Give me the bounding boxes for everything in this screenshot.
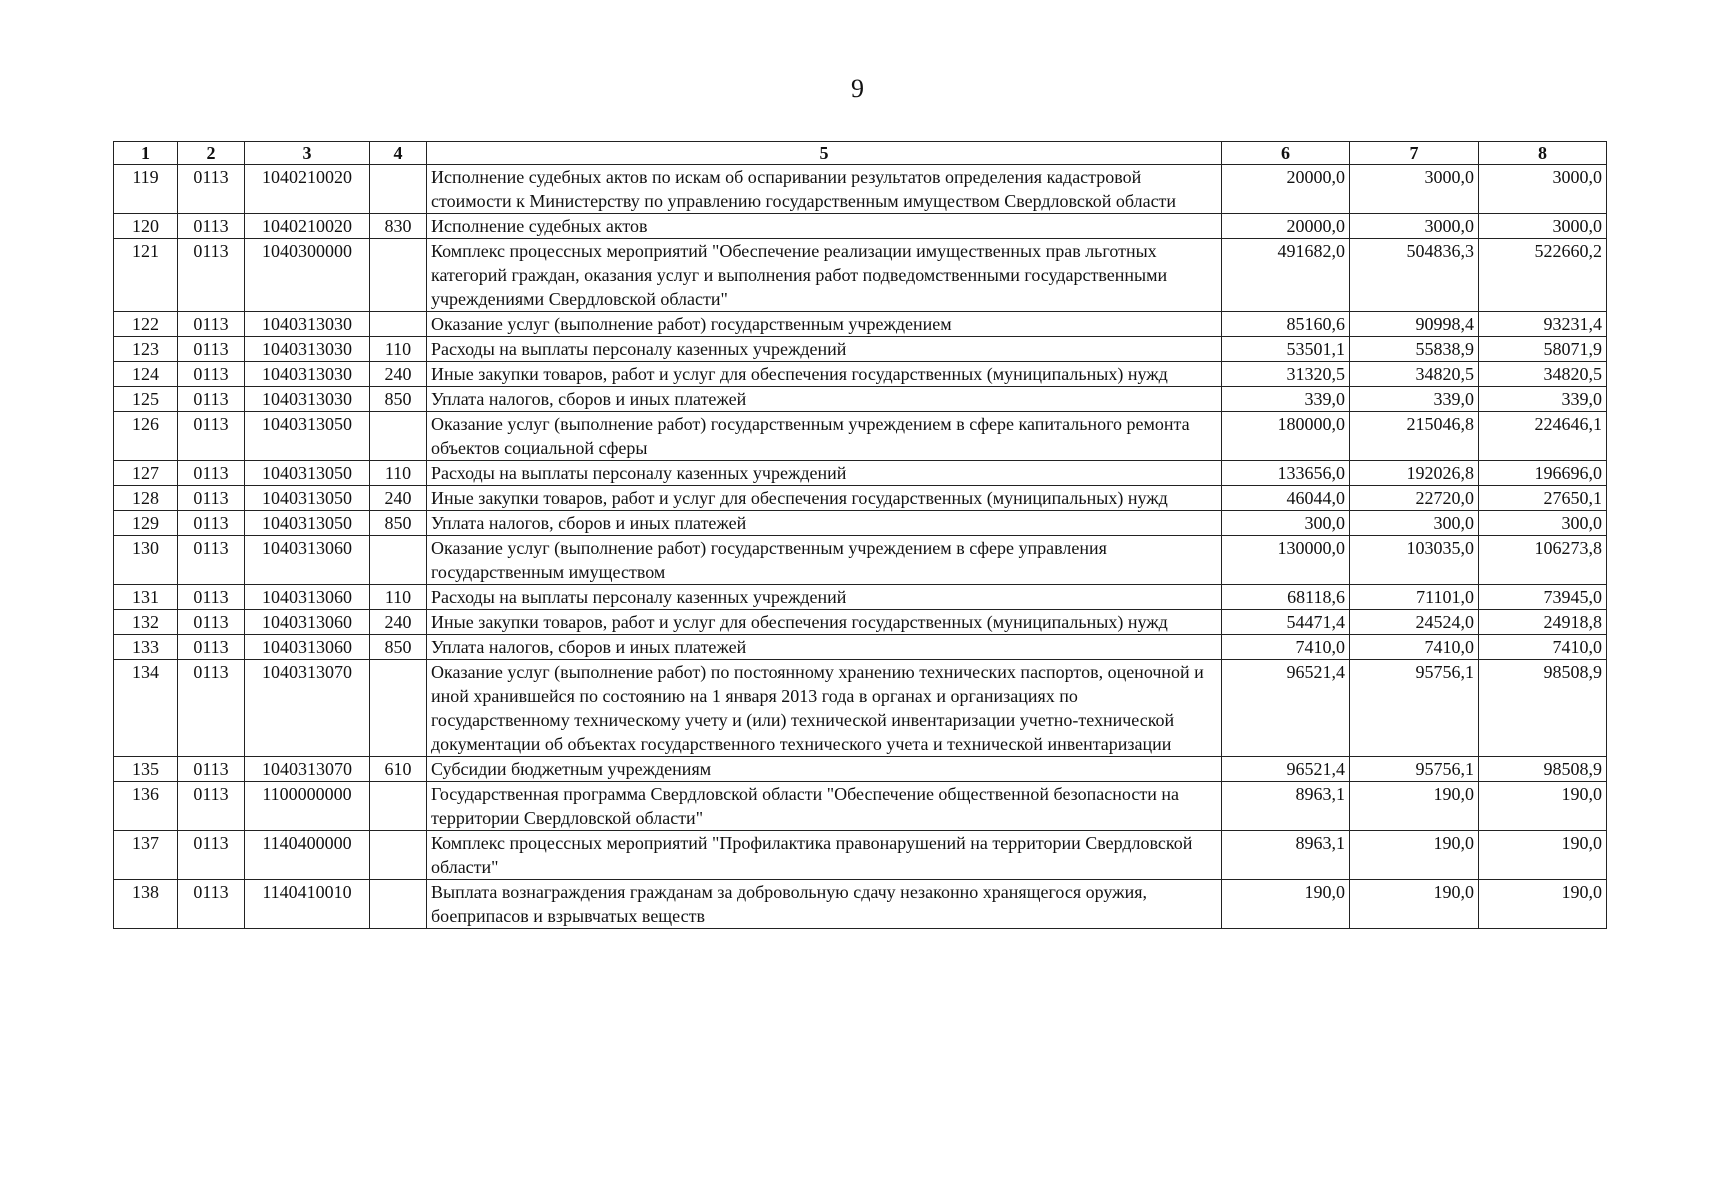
row-number-cell: 128 <box>114 486 178 511</box>
expense-type-cell: 240 <box>370 362 427 387</box>
expense-type-cell <box>370 165 427 214</box>
row-number-cell: 126 <box>114 412 178 461</box>
expense-type-cell: 240 <box>370 486 427 511</box>
amount-col6-cell: 20000,0 <box>1222 165 1350 214</box>
section-code-cell: 0113 <box>178 831 245 880</box>
amount-col6-cell: 20000,0 <box>1222 214 1350 239</box>
target-article-cell: 1040313070 <box>245 660 370 757</box>
row-number-cell: 121 <box>114 239 178 312</box>
amount-col8-cell: 190,0 <box>1479 782 1607 831</box>
target-article-cell: 1040313030 <box>245 337 370 362</box>
table-row <box>114 635 1607 660</box>
amount-col7-cell: 95756,1 <box>1350 660 1479 757</box>
description-cell: Государственная программа Свердловской области "Обеспечение общественной безопасности на территории Свердловской области" <box>427 782 1222 831</box>
amount-col7-cell: 24524,0 <box>1350 610 1479 635</box>
description-cell: Иные закупки товаров, работ и услуг для обеспечения государственных (муниципальных) нужд <box>427 362 1222 387</box>
description-cell: Расходы на выплаты персоналу казенных учреждений <box>427 585 1222 610</box>
table-row <box>114 757 1607 782</box>
table-row <box>114 239 1607 312</box>
table-body <box>114 165 1607 929</box>
target-article-cell: 1100000000 <box>245 782 370 831</box>
table-row <box>114 536 1607 585</box>
section-code-cell: 0113 <box>178 536 245 585</box>
table-row <box>114 486 1607 511</box>
amount-col8-cell: 58071,9 <box>1479 337 1607 362</box>
table-row <box>114 214 1607 239</box>
amount-col6-cell: 54471,4 <box>1222 610 1350 635</box>
expense-type-cell: 110 <box>370 585 427 610</box>
amount-col8-cell: 34820,5 <box>1479 362 1607 387</box>
column-header: 5 <box>427 142 1222 165</box>
description-cell: Иные закупки товаров, работ и услуг для обеспечения государственных (муниципальных) нужд <box>427 486 1222 511</box>
row-number-cell: 138 <box>114 880 178 929</box>
amount-col8-cell: 224646,1 <box>1479 412 1607 461</box>
row-number-cell: 136 <box>114 782 178 831</box>
expense-type-cell: 240 <box>370 610 427 635</box>
section-code-cell: 0113 <box>178 412 245 461</box>
amount-col6-cell: 300,0 <box>1222 511 1350 536</box>
section-code-cell: 0113 <box>178 387 245 412</box>
section-code-cell: 0113 <box>178 585 245 610</box>
expense-type-cell <box>370 782 427 831</box>
row-number-cell: 123 <box>114 337 178 362</box>
target-article-cell: 1040300000 <box>245 239 370 312</box>
row-number-cell: 135 <box>114 757 178 782</box>
row-number-cell: 124 <box>114 362 178 387</box>
amount-col6-cell: 96521,4 <box>1222 757 1350 782</box>
table-row <box>114 660 1607 757</box>
target-article-cell: 1040313030 <box>245 312 370 337</box>
row-number-cell: 132 <box>114 610 178 635</box>
amount-col7-cell: 103035,0 <box>1350 536 1479 585</box>
expense-type-cell <box>370 831 427 880</box>
table-row <box>114 165 1607 214</box>
description-cell: Расходы на выплаты персоналу казенных учреждений <box>427 461 1222 486</box>
table-header-row <box>114 142 1607 165</box>
section-code-cell: 0113 <box>178 880 245 929</box>
description-cell: Оказание услуг (выполнение работ) государственным учреждением в сфере управления государственным имуществом <box>427 536 1222 585</box>
column-header: 4 <box>370 142 427 165</box>
table-row <box>114 831 1607 880</box>
amount-col8-cell: 93231,4 <box>1479 312 1607 337</box>
description-cell: Оказание услуг (выполнение работ) по постоянному хранению технических паспортов, оценочной и иной хранившейся по состоянию на 1 января 2013 года в органах и организациях по государственному техническому учету и (или) технической инвентаризации учетно-технической документации об объектах государственного технического учета и технической инвентаризации <box>427 660 1222 757</box>
amount-col6-cell: 130000,0 <box>1222 536 1350 585</box>
section-code-cell: 0113 <box>178 461 245 486</box>
row-number-cell: 137 <box>114 831 178 880</box>
amount-col7-cell: 7410,0 <box>1350 635 1479 660</box>
target-article-cell: 1040313050 <box>245 412 370 461</box>
amount-col7-cell: 300,0 <box>1350 511 1479 536</box>
amount-col7-cell: 3000,0 <box>1350 165 1479 214</box>
expense-type-cell <box>370 880 427 929</box>
amount-col8-cell: 3000,0 <box>1479 165 1607 214</box>
amount-col6-cell: 190,0 <box>1222 880 1350 929</box>
amount-col6-cell: 96521,4 <box>1222 660 1350 757</box>
amount-col8-cell: 190,0 <box>1479 831 1607 880</box>
amount-col8-cell: 106273,8 <box>1479 536 1607 585</box>
amount-col6-cell: 31320,5 <box>1222 362 1350 387</box>
expense-type-cell: 850 <box>370 635 427 660</box>
target-article-cell: 1040313030 <box>245 387 370 412</box>
table-row <box>114 412 1607 461</box>
target-article-cell: 1040313060 <box>245 536 370 585</box>
amount-col6-cell: 339,0 <box>1222 387 1350 412</box>
section-code-cell: 0113 <box>178 635 245 660</box>
section-code-cell: 0113 <box>178 312 245 337</box>
description-cell: Исполнение судебных актов по искам об оспаривании результатов определения кадастровой стоимости к Министерству по управлению государственным имуществом Свердловской области <box>427 165 1222 214</box>
expense-type-cell: 110 <box>370 461 427 486</box>
amount-col8-cell: 190,0 <box>1479 880 1607 929</box>
amount-col7-cell: 22720,0 <box>1350 486 1479 511</box>
row-number-cell: 120 <box>114 214 178 239</box>
amount-col7-cell: 215046,8 <box>1350 412 1479 461</box>
description-cell: Выплата вознаграждения гражданам за добровольную сдачу незаконно хранящегося оружия, боеприпасов и взрывчатых веществ <box>427 880 1222 929</box>
amount-col8-cell: 522660,2 <box>1479 239 1607 312</box>
row-number-cell: 131 <box>114 585 178 610</box>
description-cell: Комплекс процессных мероприятий "Обеспечение реализации имущественных прав льготных категорий граждан, оказания услуг и выполнения работ подведомственными государственными учреждениями Свердловской области" <box>427 239 1222 312</box>
amount-col6-cell: 180000,0 <box>1222 412 1350 461</box>
section-code-cell: 0113 <box>178 165 245 214</box>
amount-col8-cell: 27650,1 <box>1479 486 1607 511</box>
target-article-cell: 1040210020 <box>245 214 370 239</box>
expense-type-cell <box>370 660 427 757</box>
amount-col6-cell: 7410,0 <box>1222 635 1350 660</box>
row-number-cell: 133 <box>114 635 178 660</box>
amount-col8-cell: 98508,9 <box>1479 757 1607 782</box>
section-code-cell: 0113 <box>178 782 245 831</box>
expense-type-cell <box>370 412 427 461</box>
description-cell: Исполнение судебных актов <box>427 214 1222 239</box>
table-row <box>114 782 1607 831</box>
budget-table <box>113 141 1607 929</box>
section-code-cell: 0113 <box>178 337 245 362</box>
target-article-cell: 1040313030 <box>245 362 370 387</box>
target-article-cell: 1140410010 <box>245 880 370 929</box>
amount-col6-cell: 53501,1 <box>1222 337 1350 362</box>
table-row <box>114 387 1607 412</box>
amount-col8-cell: 73945,0 <box>1479 585 1607 610</box>
amount-col7-cell: 3000,0 <box>1350 214 1479 239</box>
amount-col7-cell: 339,0 <box>1350 387 1479 412</box>
row-number-cell: 127 <box>114 461 178 486</box>
target-article-cell: 1040210020 <box>245 165 370 214</box>
amount-col6-cell: 491682,0 <box>1222 239 1350 312</box>
amount-col6-cell: 8963,1 <box>1222 782 1350 831</box>
amount-col8-cell: 98508,9 <box>1479 660 1607 757</box>
section-code-cell: 0113 <box>178 362 245 387</box>
table-row <box>114 880 1607 929</box>
row-number-cell: 129 <box>114 511 178 536</box>
amount-col6-cell: 133656,0 <box>1222 461 1350 486</box>
description-cell: Уплата налогов, сборов и иных платежей <box>427 511 1222 536</box>
expense-type-cell <box>370 536 427 585</box>
expense-type-cell: 830 <box>370 214 427 239</box>
section-code-cell: 0113 <box>178 660 245 757</box>
target-article-cell: 1040313070 <box>245 757 370 782</box>
amount-col7-cell: 192026,8 <box>1350 461 1479 486</box>
table-row <box>114 585 1607 610</box>
description-cell: Комплекс процессных мероприятий "Профилактика правонарушений на территории Свердловской области" <box>427 831 1222 880</box>
target-article-cell: 1040313060 <box>245 585 370 610</box>
description-cell: Субсидии бюджетным учреждениям <box>427 757 1222 782</box>
row-number-cell: 130 <box>114 536 178 585</box>
page-number: 9 <box>851 74 864 103</box>
row-number-cell: 134 <box>114 660 178 757</box>
description-cell: Расходы на выплаты персоналу казенных учреждений <box>427 337 1222 362</box>
target-article-cell: 1040313060 <box>245 635 370 660</box>
amount-col8-cell: 300,0 <box>1479 511 1607 536</box>
section-code-cell: 0113 <box>178 610 245 635</box>
row-number-cell: 119 <box>114 165 178 214</box>
amount-col7-cell: 71101,0 <box>1350 585 1479 610</box>
target-article-cell: 1040313060 <box>245 610 370 635</box>
table-row <box>114 312 1607 337</box>
amount-col8-cell: 3000,0 <box>1479 214 1607 239</box>
description-cell: Оказание услуг (выполнение работ) государственным учреждением <box>427 312 1222 337</box>
target-article-cell: 1040313050 <box>245 461 370 486</box>
column-header: 1 <box>114 142 178 165</box>
description-cell: Уплата налогов, сборов и иных платежей <box>427 387 1222 412</box>
amount-col7-cell: 90998,4 <box>1350 312 1479 337</box>
column-header: 3 <box>245 142 370 165</box>
column-header: 6 <box>1222 142 1350 165</box>
amount-col8-cell: 196696,0 <box>1479 461 1607 486</box>
section-code-cell: 0113 <box>178 757 245 782</box>
section-code-cell: 0113 <box>178 214 245 239</box>
section-code-cell: 0113 <box>178 511 245 536</box>
row-number-cell: 122 <box>114 312 178 337</box>
table-row <box>114 461 1607 486</box>
description-cell: Уплата налогов, сборов и иных платежей <box>427 635 1222 660</box>
table-row <box>114 511 1607 536</box>
target-article-cell: 1040313050 <box>245 511 370 536</box>
description-cell: Оказание услуг (выполнение работ) государственным учреждением в сфере капитального ремонта объектов социальной сферы <box>427 412 1222 461</box>
amount-col7-cell: 190,0 <box>1350 831 1479 880</box>
amount-col7-cell: 55838,9 <box>1350 337 1479 362</box>
target-article-cell: 1040313050 <box>245 486 370 511</box>
amount-col6-cell: 68118,6 <box>1222 585 1350 610</box>
column-header: 2 <box>178 142 245 165</box>
amount-col7-cell: 95756,1 <box>1350 757 1479 782</box>
expense-type-cell: 610 <box>370 757 427 782</box>
amount-col8-cell: 24918,8 <box>1479 610 1607 635</box>
target-article-cell: 1140400000 <box>245 831 370 880</box>
section-code-cell: 0113 <box>178 486 245 511</box>
section-code-cell: 0113 <box>178 239 245 312</box>
amount-col7-cell: 504836,3 <box>1350 239 1479 312</box>
expense-type-cell <box>370 239 427 312</box>
table-row <box>114 610 1607 635</box>
column-header: 8 <box>1479 142 1607 165</box>
row-number-cell: 125 <box>114 387 178 412</box>
expense-type-cell: 850 <box>370 387 427 412</box>
expense-type-cell <box>370 312 427 337</box>
amount-col6-cell: 46044,0 <box>1222 486 1350 511</box>
amount-col6-cell: 8963,1 <box>1222 831 1350 880</box>
amount-col8-cell: 7410,0 <box>1479 635 1607 660</box>
column-header: 7 <box>1350 142 1479 165</box>
description-cell: Иные закупки товаров, работ и услуг для обеспечения государственных (муниципальных) нужд <box>427 610 1222 635</box>
amount-col6-cell: 85160,6 <box>1222 312 1350 337</box>
table-row <box>114 337 1607 362</box>
expense-type-cell: 110 <box>370 337 427 362</box>
table-row <box>114 362 1607 387</box>
expense-type-cell: 850 <box>370 511 427 536</box>
amount-col7-cell: 34820,5 <box>1350 362 1479 387</box>
amount-col7-cell: 190,0 <box>1350 782 1479 831</box>
amount-col7-cell: 190,0 <box>1350 880 1479 929</box>
amount-col8-cell: 339,0 <box>1479 387 1607 412</box>
